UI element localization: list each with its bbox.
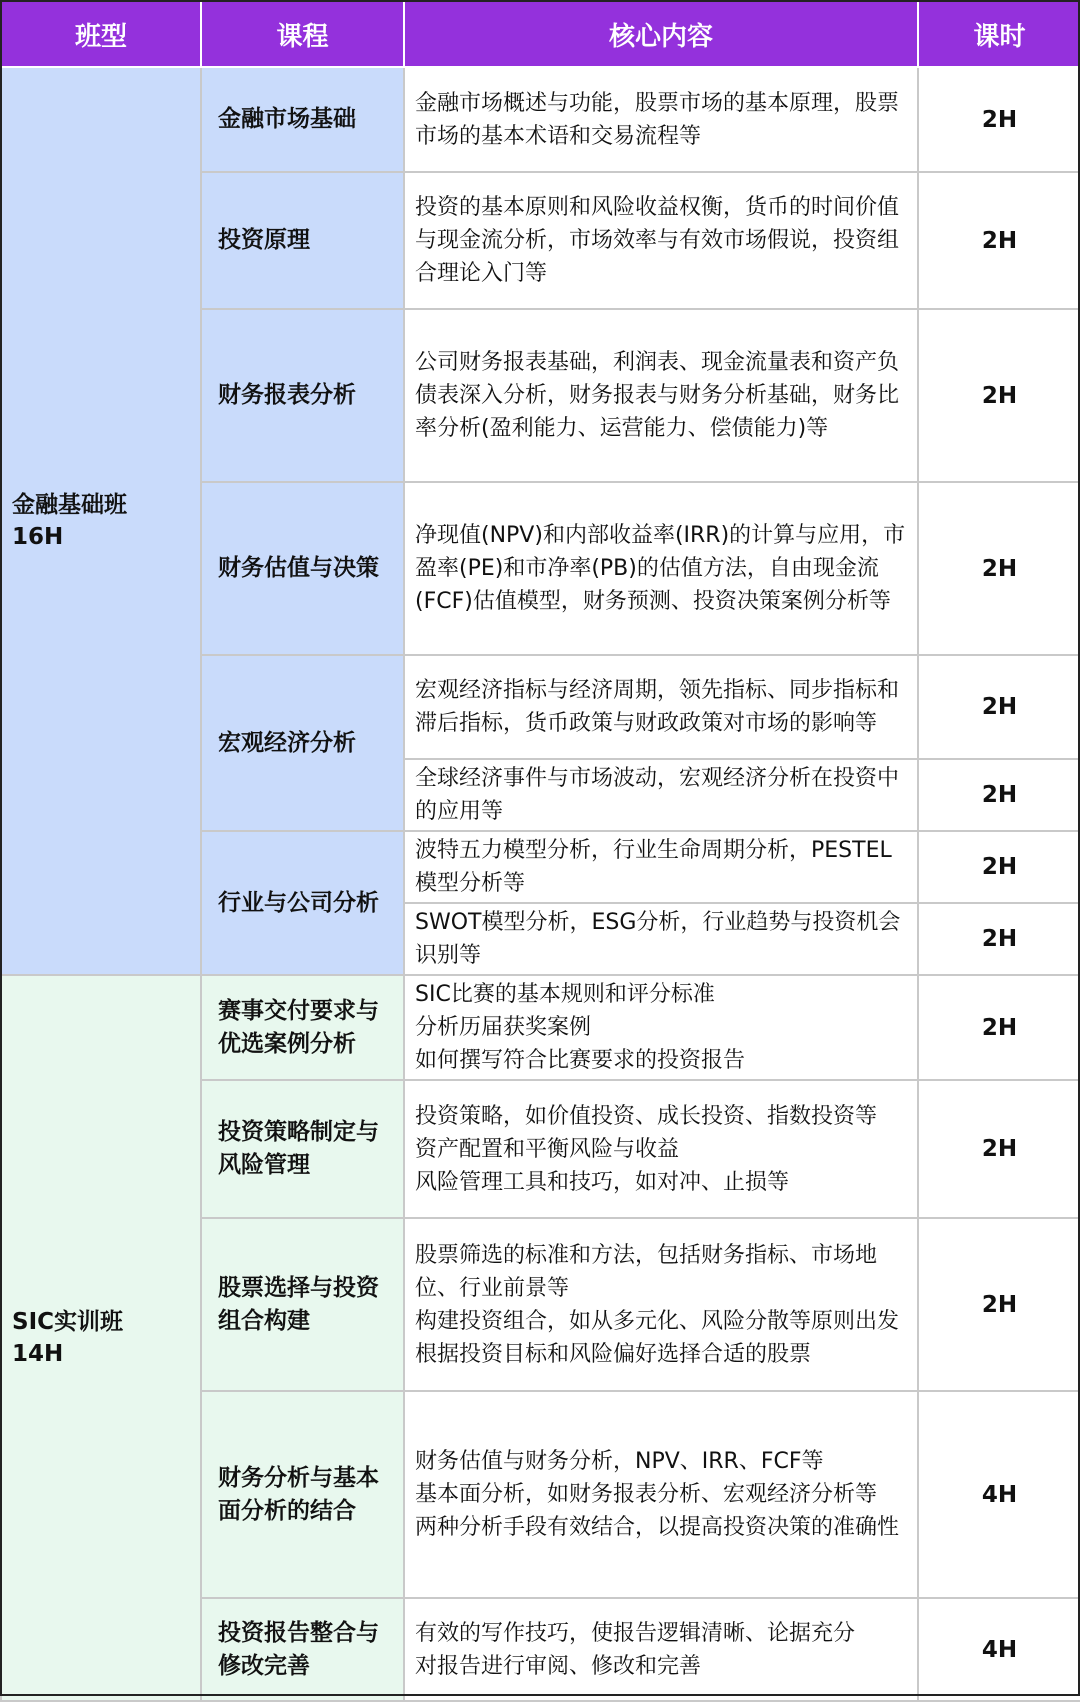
content-cell [404, 831, 918, 903]
content-cell [404, 482, 918, 655]
content-line: 对报告进行审阅、修改和完善 [415, 1653, 702, 1679]
class-name: SIC实训班 [12, 1309, 124, 1335]
content-cell [404, 172, 918, 309]
course-cell: 财务分析与基本面分析的结合 [201, 1391, 404, 1598]
header-content: 核心内容 [404, 1, 918, 67]
course-cell: 行业与公司分析 [201, 831, 404, 975]
content-line: SWOT模型分析，ESG分析，行业趋势与投资机会识别等 [415, 910, 901, 968]
content-line: 构建投资组合，如从多元化、风险分散等原则出发 [415, 1308, 900, 1334]
content-line: 波特五力模型分析，行业生命周期分析，PESTEL模型分析等 [415, 838, 892, 896]
hours-cell: 2H [918, 975, 1080, 1080]
content-line: 资产配置和平衡风险与收益 [415, 1136, 680, 1162]
hours-cell: 2H [918, 309, 1080, 482]
content-cell [404, 759, 918, 831]
content-cell [404, 1598, 918, 1701]
hours-cell: 2H [918, 1080, 1080, 1218]
content-cell [404, 1218, 918, 1391]
content-line: SIC比赛的基本规则和评分标准 [415, 982, 715, 1007]
content-line: 股票筛选的标准和方法，包括财务指标、市场地位、行业前景等 [415, 1242, 878, 1301]
content-cell [404, 309, 918, 482]
content-line: 财务估值与财务分析，NPV、IRR、FCF等 [415, 1449, 824, 1474]
content-line: 投资策略，如价值投资、成长投资、指数投资等 [415, 1103, 878, 1129]
class-hours: 16H [12, 524, 64, 550]
content-line: 风险管理工具和技巧，如对冲、止损等 [415, 1169, 790, 1195]
class-hours: 14H [12, 1341, 64, 1367]
header-course: 课程 [201, 1, 404, 67]
hours-cell: 2H [918, 482, 1080, 655]
hours-cell: 4H [918, 1598, 1080, 1701]
hours-cell: 2H [918, 1218, 1080, 1391]
content-cell [404, 655, 918, 759]
table-row [1, 975, 1080, 1080]
hours-cell: 2H [918, 903, 1080, 975]
hours-cell: 2H [918, 655, 1080, 759]
table-row [1, 67, 1080, 172]
content-line: 净现值(NPV)和内部收益率(IRR)的计算与应用，市盈率(PE)和市净率(PB)的估值方法，自由现金流(FCF)估值模型，财务预测、投资决策案例分析等 [415, 523, 906, 614]
hours-cell: 2H [918, 831, 1080, 903]
header-class: 班型 [1, 1, 201, 67]
content-cell [404, 1080, 918, 1218]
content-line: 两种分析手段有效结合，以提高投资决策的准确性 [415, 1515, 900, 1540]
content-line: 分析历届获奖案例 [415, 1015, 592, 1040]
class-name: 金融基础班 [12, 492, 127, 518]
content-line: 金融市场概述与功能，股票市场的基本原理，股票市场的基本术语和交易流程等 [415, 90, 900, 149]
content-line: 全球经济事件与市场波动，宏观经济分析在投资中的应用等 [415, 766, 900, 824]
hours-cell: 4H [918, 1391, 1080, 1598]
content-line: 有效的写作技巧，使报告逻辑清晰、论据充分 [415, 1620, 856, 1646]
course-cell: 赛事交付要求与优选案例分析 [201, 975, 404, 1080]
course-cell: 股票选择与投资组合构建 [201, 1218, 404, 1391]
hours-cell: 2H [918, 759, 1080, 831]
content-line: 根据投资目标和风险偏好选择合适的股票 [415, 1341, 812, 1367]
content-line: 投资的基本原则和风险收益权衡，货币的时间价值与现金流分析，市场效率与有效市场假说，投资组合理论入门等 [415, 195, 900, 286]
course-cell: 财务估值与决策 [201, 482, 404, 655]
content-line: 公司财务报表基础，利润表、现金流量表和资产负债表深入分析，财务报表与财务分析基础，财务比率分析(盈利能力、运营能力、偿债能力)等 [415, 350, 900, 441]
course-cell: 金融市场基础 [201, 67, 404, 172]
course-cell: 投资策略制定与风险管理 [201, 1080, 404, 1218]
course-cell: 宏观经济分析 [201, 655, 404, 831]
content-line: 如何撰写符合比赛要求的投资报告 [415, 1048, 746, 1073]
class-cell-fin [1, 67, 201, 975]
course-cell: 投资原理 [201, 172, 404, 309]
content-cell [404, 903, 918, 975]
content-line: 基本面分析，如财务报表分析、宏观经济分析等 [415, 1482, 878, 1507]
content-line: 宏观经济指标与经济周期，领先指标、同步指标和滞后指标，货币政策与财政政策对市场的影响等 [415, 678, 900, 736]
content-cell [404, 975, 918, 1080]
hours-cell: 2H [918, 67, 1080, 172]
content-cell [404, 1391, 918, 1598]
class-cell-sic [1, 975, 201, 1701]
course-cell: 投资报告整合与修改完善 [201, 1598, 404, 1701]
hours-cell: 2H [918, 172, 1080, 309]
content-cell [404, 67, 918, 172]
course-cell: 财务报表分析 [201, 309, 404, 482]
header-row [1, 1, 1080, 67]
header-hours: 课时 [918, 1, 1080, 67]
